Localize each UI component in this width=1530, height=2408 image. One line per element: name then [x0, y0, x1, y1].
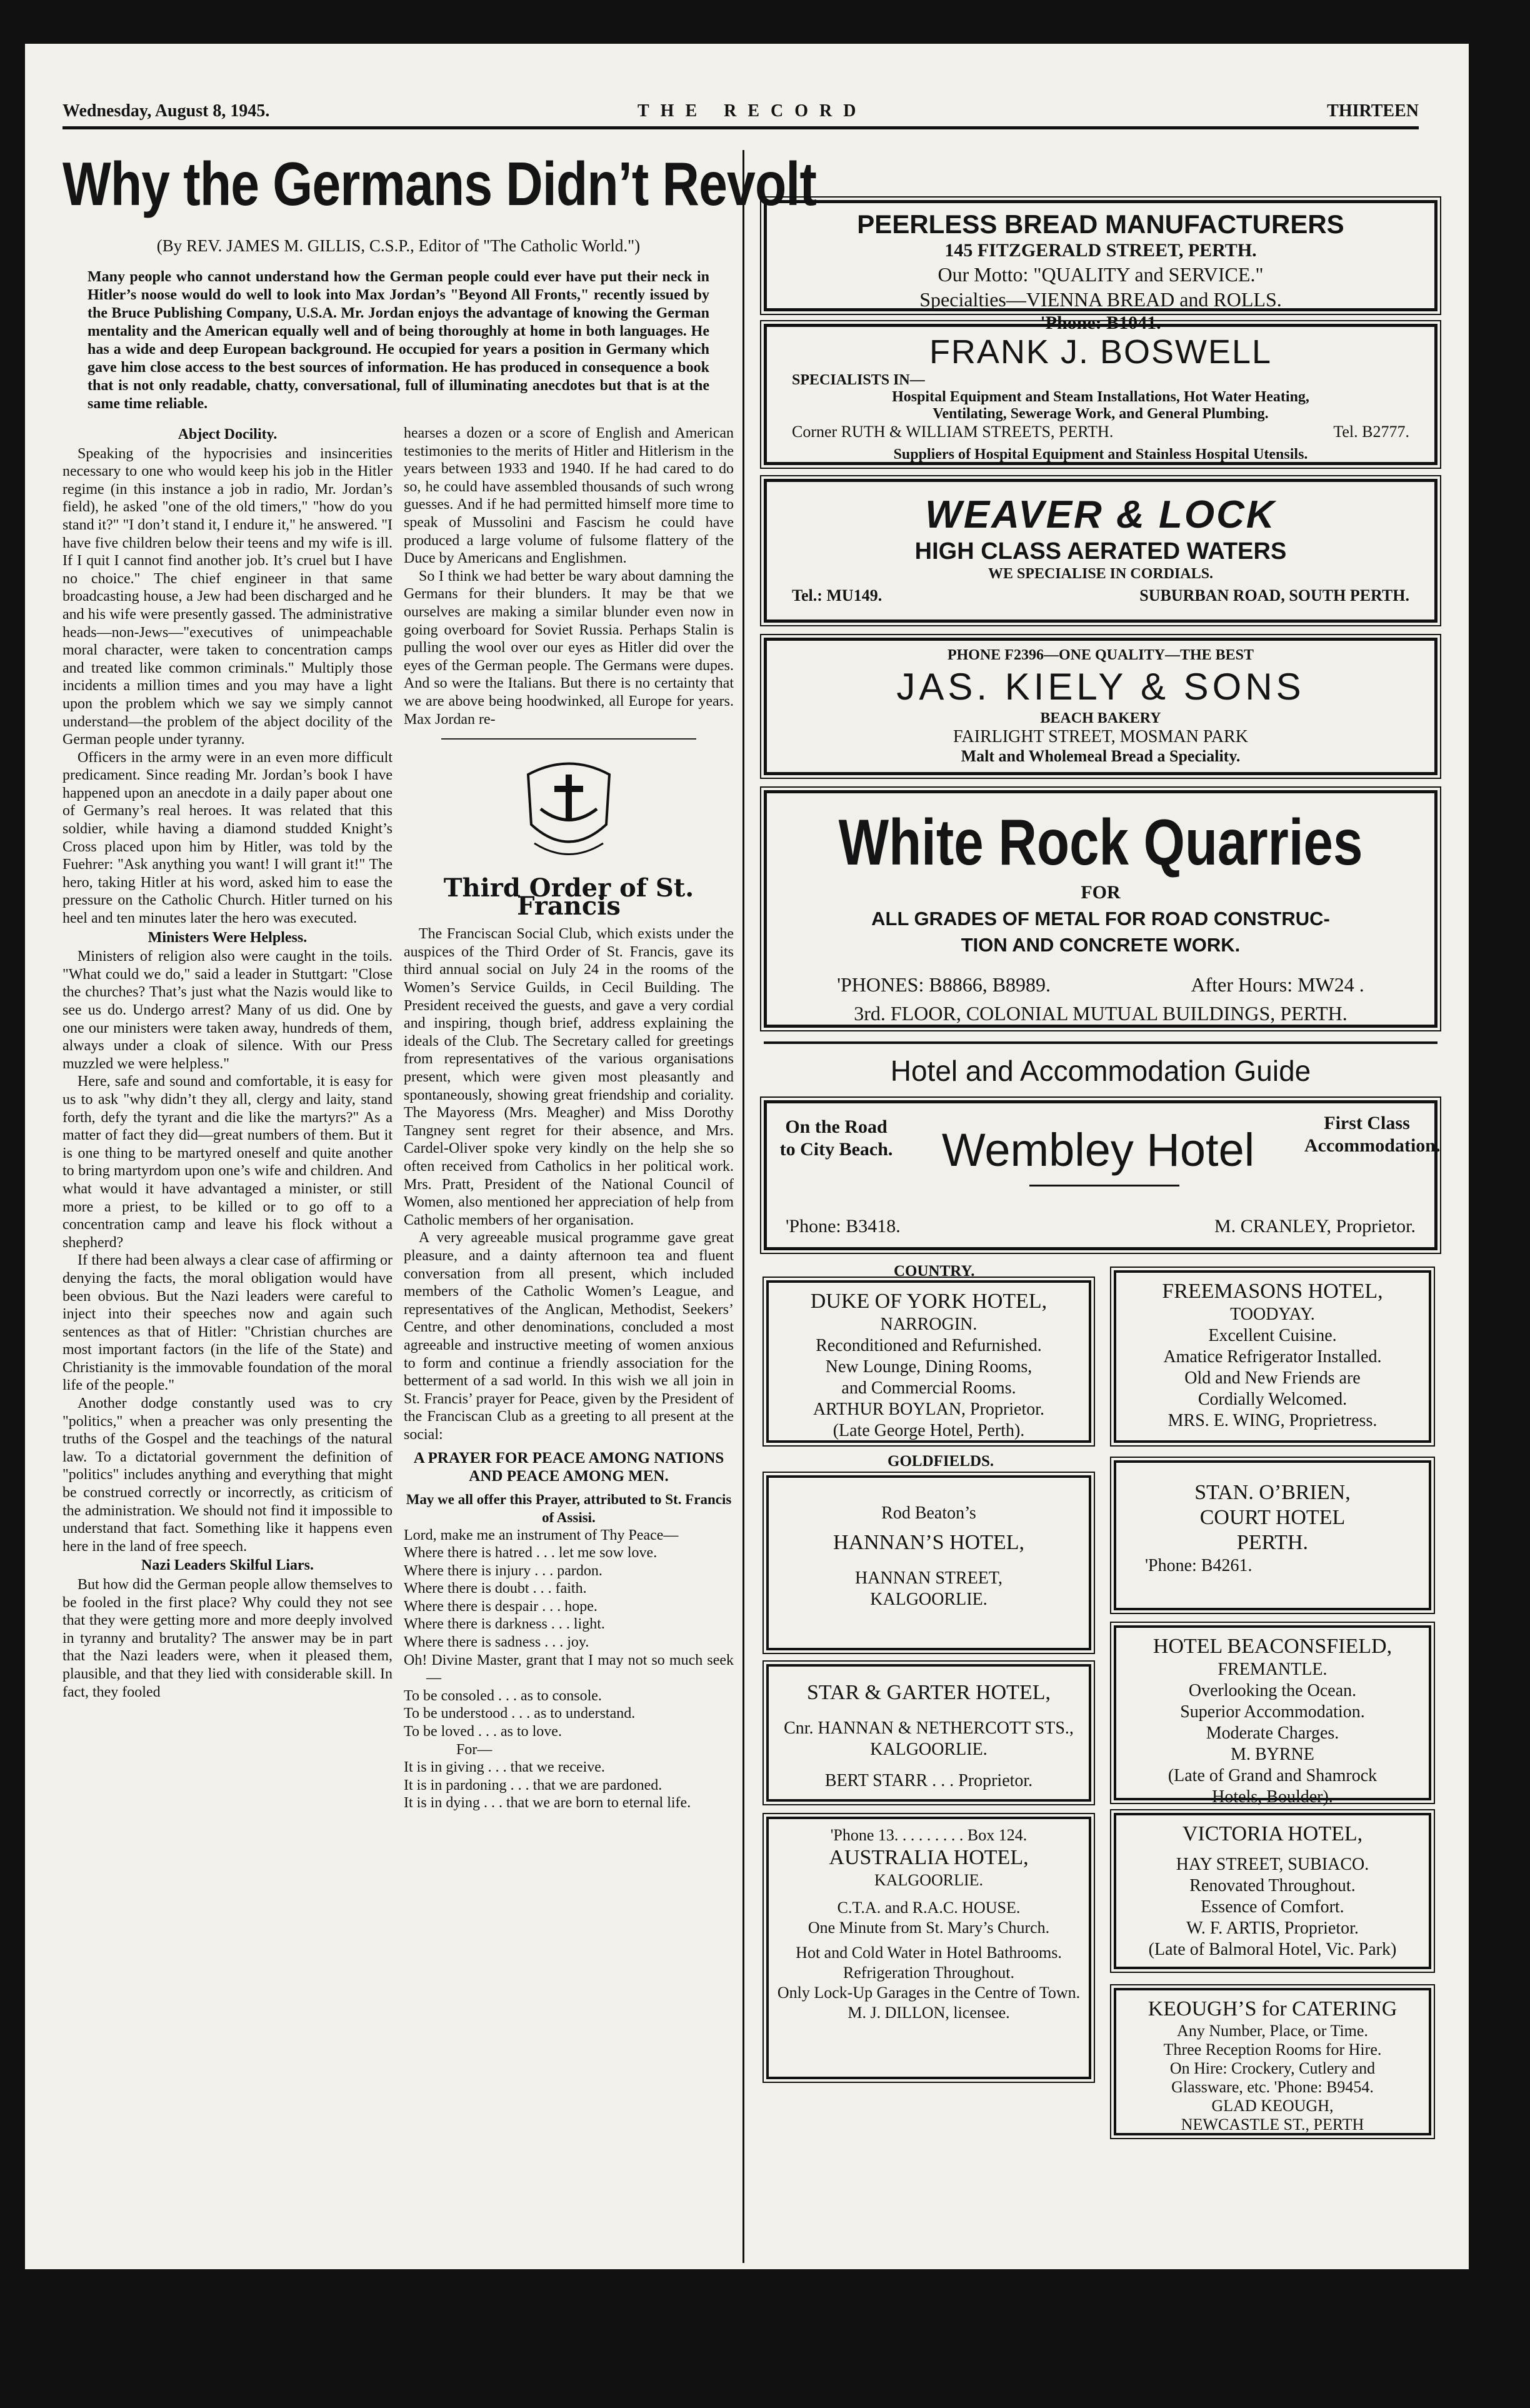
- paragraph: Speaking of the hypocrisies and insincerities necessary to one who would keep his job in the Hitler regime (in this instance a job in radio, Mr. Jordan’s field), he asked "one of the old timers," "how do you stand it?" "I don’t stand it, I endure it," he answered. "I have five children below their teens and my wife is ill. If I quit I cannot find another job. It’s cruel but I have no choice." The chief engineer in that same broadcasting house, a Jew had been discharged and he and his wife were presently gassed. The administrative heads—non-Jews—"executives of unimpeachable moral character, were taken to concentration camps and treated like common criminals." Multiply those incidents a million times and you may have a light upon the problem which we say we simply cannot understand—the problem of the abject docility of the German people under tyranny.: [62, 445, 392, 748]
- hotel-line: (Late of Grand and Shamrock: [1168, 1766, 1378, 1785]
- prayer-lines: [404, 1527, 734, 1813]
- column-divider: [742, 150, 744, 2263]
- divider: [764, 1041, 1438, 1044]
- hotel-line: TOODYAY.: [1230, 1305, 1315, 1324]
- paragraph: A very agreeable musical programme gave great pleasure, and a dainty afternoon tea and fluent conversation from all present, which included members of the Catholic Women’s League, and representatives of the Anglican, Methodist, Seekers’ Centre, and other denominations, concluded a most agreeable and instructive meeting of women anxious to form and continue a friendly association for the betterment of a sad world. In this wish we all join in St. Francis’ prayer for Peace, given by the President of the Franciscan Club as a greeting to all present at the social:: [404, 1230, 734, 1443]
- hotel-line: PERTH.: [1236, 1531, 1309, 1554]
- advertisement-section: [750, 138, 1450, 2269]
- article-section: [62, 138, 817, 2269]
- ad-address-row: [792, 423, 1409, 441]
- hotel-phone: 'Phone 13. . . . . . . . . Box 124.: [830, 1826, 1028, 1844]
- ad-weaver-lock: [764, 479, 1438, 623]
- hotel-line: BERT STARR . . . Proprietor.: [824, 1771, 1033, 1790]
- ad-line: FOR: [1081, 882, 1121, 903]
- hotel-line: Moderate Charges.: [1206, 1723, 1339, 1743]
- subhead: Nazi Leaders Skilful Liars.: [141, 1557, 314, 1574]
- prayer-line: Where there is doubt . . . faith.: [404, 1580, 587, 1597]
- ad-line: 145 FITZGERALD STREET, PERTH.: [944, 240, 1257, 261]
- prayer-line: Lord, make me an instrument of Thy Peace—: [404, 1527, 679, 1543]
- hotel-line: KALGOORLIE.: [874, 1871, 984, 1889]
- ad-white-rock-quarries: [764, 790, 1438, 1028]
- guide-title: Hotel and Accommodation Guide: [890, 1055, 1311, 1087]
- hotel-line: W. F. ARTIS, Proprietor.: [1186, 1919, 1359, 1938]
- prayer-line: Where there is hatred . . . let me sow love.: [404, 1545, 658, 1562]
- hotel-line: On Hire: Crockery, Cutlery and: [1169, 2059, 1376, 2077]
- ad-wembley-hotel: [764, 1100, 1441, 1250]
- ad-line: Suppliers of Hospital Equipment and Stainless Hospital Utensils.: [893, 446, 1308, 463]
- ad-freemasons-hotel: [1114, 1270, 1431, 1443]
- masthead: [62, 101, 1419, 128]
- ad-phone-row: [767, 970, 1434, 1000]
- article-column-1: [62, 424, 392, 1812]
- hotel-line: Excellent Cuisine.: [1208, 1326, 1337, 1345]
- prayer-heading: A PRAYER FOR PEACE AMONG NATIONS AND PEACE AMONG MEN.: [413, 1449, 724, 1485]
- hotel-line: Renovated Throughout.: [1189, 1876, 1356, 1895]
- prayer-line: To be understood . . . as to understand.: [404, 1705, 636, 1722]
- masthead-rule: [62, 126, 1419, 129]
- ad-title: WEAVER & LOCK: [925, 493, 1276, 536]
- hotel-line: Glassware, etc. 'Phone: B9454.: [1171, 2078, 1374, 2096]
- ad-line: PHONE F2396—ONE QUALITY—THE BEST: [947, 647, 1254, 663]
- hotel-name: STAR & GARTER HOTEL,: [806, 1681, 1051, 1704]
- hotel-line: Any Number, Place, or Time.: [1177, 2022, 1368, 2040]
- ad-title: FRANK J. BOSWELL: [929, 333, 1272, 371]
- hotel-line: Hot and Cold Water in Hotel Bathrooms.: [796, 1944, 1062, 1962]
- ad-jas-kiely: [764, 638, 1438, 775]
- hotel-line: MRS. E. WING, Proprietress.: [1168, 1411, 1378, 1430]
- hotel-line: Cnr. HANNAN & NETHERCOTT STS., KALGOORLIE.: [784, 1718, 1074, 1759]
- hotel-line: HAY STREET, SUBIACO.: [1176, 1855, 1369, 1874]
- article-byline: (By REV. JAMES M. GILLIS, C.S.P., Editor of "The Catholic World."): [156, 236, 641, 255]
- paragraph: Officers in the army were in an even more difficult predicament. Since reading Mr. Jordan’s book I have happened upon an anecdote in a daily paper about one of Germany’s real heroes. It was related that this soldier, while having a diamond studded Knight’s Cross placed upon him by Hitler, was told by the Fuehrer: "Ask anything you want! I will grant it!" The hero, taking Hitler at his word, asked him to ease the pressure on the Catholic Church. Hitler turned on his heel and ten minutes later the hero was executed.: [62, 749, 392, 927]
- ad-after-hours: After Hours: MW24 .: [1191, 973, 1364, 996]
- ad-title: JAS. KIELY & SONS: [896, 666, 1305, 708]
- hotel-line: Three Reception Rooms for Hire.: [1163, 2040, 1382, 2059]
- paragraph: The Franciscan Social Club, which exists under the auspices of the Third Order of St. Francis, gave its third annual social on July 24 in the rooms of the Women’s Service Guilds, in Cecil Building. The President received the guests, and gave a very cordial and inspiring, though brief, address explaining the ideals of the Club. The Secretary called for greetings from representatives of the various organisations present, which were given most pleasantly and spontaneously, showing great friendship and coriality. The Mayoress (Mrs. Meagher) and Miss Dorothy Tangney sent regret for their absence, and Mrs. Cardel-Oliver spoke very kindly on the help she so often received from Catholics in her political work. Mrs. Pratt, President of the National Council of Women, also mentioned her appreciation of help from Catholic members of her organisation.: [404, 926, 734, 1228]
- ad-line: TION AND CONCRETE WORK.: [961, 934, 1241, 956]
- paragraph: Another dodge constantly used was to cry "politics," when a preacher was only presenting the truths of the Gospel and the teachings of the natural law. To a dictatorial government the definition of "politics" includes anything and everything that might be construed correctly or incorrectly, as criticism of the administration. We should not find it impossible to understand that fact. Something like it happens even here in the land of free speech.: [62, 1395, 392, 1555]
- ad-proprietor: M. CRANLEY, Proprietor.: [1214, 1216, 1416, 1237]
- ad-court-hotel: [1114, 1460, 1431, 1610]
- hotel-line: STAN. O’BRIEN,: [1194, 1481, 1351, 1504]
- hotel-line: Superior Accommodation.: [1180, 1702, 1365, 1722]
- ad-title: White Rock Quarries: [838, 806, 1363, 879]
- prayer-line: To be loved . . . as to love.: [404, 1723, 562, 1740]
- hotel-line: Essence of Comfort.: [1201, 1897, 1344, 1917]
- hotel-line: Old and New Friends are: [1184, 1368, 1361, 1388]
- ad-australia-hotel: [766, 1817, 1091, 2079]
- prayer-line: Where there is despair . . . hope.: [404, 1598, 598, 1615]
- hotel-line: Rod Beaton’s: [881, 1503, 976, 1523]
- hotel-line: ARTHUR BOYLAN, Proprietor.: [812, 1400, 1045, 1419]
- prayer-subheading: May we all offer this Prayer, attributed to St. Francis of Assisi.: [406, 1491, 732, 1525]
- paragraph: So I think we had better be wary about damning the Germans for their blunders. It may be that we ourselves are making a similar blunder even now in going overboard for Soviet Russia. Perhaps Stalin is pulling the wool over our eyes as Hitler did over the eyes of the German people. The Germans were dupes. And so were the Italians. But there is no certainty that we are above being hoodwinked, all Europe for years. Max Jordan re-: [404, 568, 734, 728]
- paper-title: THE RECORD: [638, 101, 868, 121]
- ad-address: SUBURBAN ROAD, SOUTH PERTH.: [1139, 586, 1409, 605]
- paragraph: Ministers of religion also were caught in the toils. "What could we do," said a leader in Stuttgart: "Close the churches? That’s just what the Nazis would like to see us do. Undergo arrest? Many of us did. One by one our ministers were taken away, hundreds of them, always under a cloak of silence. With our Press muzzled we were helpless.": [62, 948, 392, 1072]
- prayer-line: It is in pardoning . . . that we are pardoned.: [404, 1777, 662, 1793]
- divider: [1029, 1185, 1179, 1186]
- hotel-line: C.T.A. and R.A.C. HOUSE.: [837, 1899, 1021, 1917]
- divider: [441, 738, 696, 740]
- prayer-line: Where there is injury . . . pardon.: [404, 1562, 602, 1579]
- prayer-line: To be consoled . . . as to console.: [404, 1687, 602, 1704]
- hotel-line: HANNAN STREET,: [855, 1568, 1002, 1588]
- ad-star-garter-hotel: [766, 1664, 1091, 1802]
- ad-address: 3rd. FLOOR, COLONIAL MUTUAL BUILDINGS, PERTH.: [854, 1002, 1348, 1025]
- hotel-line: Only Lock-Up Garages in the Centre of Town.: [777, 1984, 1081, 2002]
- ad-address-row: [792, 586, 1409, 605]
- prayer-line: It is in dying . . . that we are born to eternal life.: [404, 1795, 691, 1812]
- newspaper-page: [25, 44, 1469, 2269]
- article-intro: Many people who cannot understand how the German people could ever have put their neck in Hitler’s noose would do well to look into Max Jordan’s "Beyond All Fronts," recently issued by the Bruce Publishing Company, U.S.A. Mr. Jordan enjoys the advantage of knowing the German mentality and the American equally well and of being thoroughly at home in both languages. He has a wide and deep European background. He occupied for years a position in Germany which gave him close access to the best sources of information. He has produced in consequence a book that is not only readable, chatty, conversational, full of illuminating anecdotes but that is at the same time reliable.: [88, 269, 709, 412]
- ad-line: First Class Accommodation.: [1304, 1113, 1441, 1156]
- prayer-line: Where there is darkness . . . light.: [404, 1616, 605, 1633]
- ad-line: Ventilating, Sewerage Work, and General Plumbing.: [932, 406, 1269, 422]
- ad-victoria-hotel: [1114, 1813, 1431, 1969]
- ad-line: 'Phone: B1041.: [1040, 313, 1161, 333]
- ad-peerless-bread: [764, 200, 1438, 333]
- section-label-goldfields: GOLDFIELDS.: [888, 1453, 994, 1470]
- hotel-name: HANNAN’S HOTEL,: [833, 1531, 1024, 1554]
- hotel-line: M. J. DILLON, licensee.: [848, 2004, 1010, 2022]
- hotel-name: KEOUGH’S for CATERING: [1148, 1997, 1398, 2020]
- paragraph: But how did the German people allow themselves to be fooled in the first place? Why could they not see that they were getting more and more deeply involved in tyranny and brutality? The answer may be in part that the Nazi leaders were, when it pleased them, plausible, and that they lied with considerable skill. In fact, they fooled: [62, 1577, 392, 1700]
- subhead: Ministers Were Helpless.: [148, 929, 308, 946]
- page-number: THIRTEEN: [1327, 101, 1419, 121]
- hotel-phone: 'Phone: B4261.: [1145, 1556, 1252, 1575]
- ad-line: On the Road to City Beach.: [779, 1116, 893, 1160]
- hotel-line: Amatice Refrigerator Installed.: [1163, 1347, 1382, 1367]
- hotel-line: Cordially Welcomed.: [1198, 1390, 1348, 1409]
- ad-line: SPECIALISTS IN—: [792, 372, 925, 388]
- ad-line: WE SPECIALISE IN CORDIALS.: [988, 566, 1214, 582]
- paragraph: If there had been always a clear case of affirming or denying the facts, the moral obligation would have been obvious. But the Nazi leaders were careful to inject into their speeches now and again such sentences as that of Hitler: "Christian churches are most important factors (in the life of the State) and Christianity is the immovable foundation of the moral life of the people.": [62, 1252, 392, 1394]
- issue-date: Wednesday, August 8, 1945.: [62, 101, 270, 121]
- ad-line: Hospital Equipment and Steam Installations, Hot Water Heating,: [892, 389, 1309, 405]
- hotel-line: Reconditioned and Refurnished.: [816, 1336, 1042, 1355]
- prayer-line: Oh! Divine Master, grant that I may not so much seek—: [404, 1652, 734, 1687]
- hotel-line: KALGOORLIE.: [870, 1590, 988, 1609]
- ad-phone: Tel. B2777.: [1333, 423, 1409, 441]
- paragraph: Here, safe and sound and comfortable, it is easy for us to ask "why didn’t they all, clergy and laity, stand forth, defy the tyrant and die like the martyrs?" As a matter of fact they did—great numbers of them. But it is one thing to be martyred oneself and quite another to bring martyrdom upon one’s wife and children. And what would it have advantaged a minister, or still more a priest, to be killed or to go off to a concentration camp and leave his flock without a shepherd?: [62, 1073, 392, 1251]
- article-column-2: [404, 424, 734, 1812]
- ad-line: Our Motto: "QUALITY and SERVICE.": [938, 263, 1264, 286]
- prayer-line: For—: [456, 1741, 492, 1758]
- ad-phone: 'PHONES: B8866, B8989.: [837, 973, 1051, 996]
- ad-keoughs-catering: [1114, 1988, 1431, 2135]
- hotel-name: FREEMASONS HOTEL,: [1162, 1280, 1383, 1303]
- ad-title: PEERLESS BREAD MANUFACTURERS: [857, 209, 1344, 239]
- hotel-name: AUSTRALIA HOTEL,: [829, 1846, 1029, 1869]
- hotel-name: HOTEL BEACONSFIELD,: [1152, 1635, 1392, 1658]
- paragraph: hearses a dozen or a score of English and American testimonies to the merits of Hitler and Hitlerism in the years between 1933 and 1940. If he had cared to do so, he could have assembled thousands of such wrong guesses. And if he had permitted himself more time to speak of Mussolini and Fascism he could have produced a large volume of fulsome flattery of the Duce by Americans and Englishmen.: [404, 425, 734, 567]
- ad-frank-boswell: [764, 324, 1438, 465]
- ad-phone: 'Phone: B3418.: [786, 1216, 901, 1237]
- subhead: Abject Docility.: [178, 426, 278, 443]
- prayer-line: It is in giving . . . that we receive.: [404, 1759, 605, 1776]
- article-headline: Why the Germans Didn’t Revolt: [62, 149, 817, 218]
- ad-title: Wembley Hotel: [941, 1124, 1255, 1176]
- ad-line: HIGH CLASS AERATED WATERS: [914, 538, 1287, 564]
- hotel-line: Refrigeration Throughout.: [843, 1964, 1014, 1982]
- hotel-line: FREMANTLE.: [1218, 1660, 1328, 1679]
- hotel-line: Hotels, Boulder).: [1212, 1787, 1333, 1807]
- ad-line: BEACH BAKERY: [1040, 710, 1161, 726]
- hotel-line: Overlooking the Ocean.: [1188, 1681, 1357, 1700]
- ad-hannans-hotel: [766, 1475, 1091, 1650]
- hotel-name: DUKE OF YORK HOTEL,: [810, 1290, 1048, 1313]
- hotel-line: (Late of Balmoral Hotel, Vic. Park): [1148, 1940, 1397, 1959]
- ad-duke-of-york-hotel: [766, 1280, 1091, 1443]
- hotel-line: NARROGIN.: [880, 1315, 978, 1334]
- ad-phone: Tel.: MU149.: [792, 586, 882, 605]
- ad-line: ALL GRADES OF METAL FOR ROAD CONSTRUC-: [871, 908, 1330, 930]
- ad-hotel-beaconsfield: [1114, 1625, 1431, 1807]
- ad-line: Malt and Wholemeal Bread a Speciality.: [961, 747, 1241, 765]
- club-title: Third Order of St. Francis: [443, 873, 694, 921]
- hotel-line: (Late George Hotel, Perth).: [832, 1421, 1025, 1440]
- ad-line: Specialties—VIENNA BREAD and ROLLS.: [919, 288, 1282, 311]
- hotel-line: and Commercial Rooms.: [841, 1378, 1016, 1398]
- prayer-line: Where there is sadness . . . joy.: [404, 1634, 589, 1651]
- hotel-line: M. BYRNE: [1231, 1745, 1314, 1764]
- hotel-line: NEWCASTLE ST., PERTH: [1181, 2115, 1364, 2134]
- hotel-name: COURT HOTEL: [1199, 1506, 1346, 1529]
- hotel-name: VICTORIA HOTEL,: [1182, 1822, 1363, 1845]
- hotel-line: New Lounge, Dining Rooms,: [825, 1357, 1032, 1377]
- hotel-line: GLAD KEOUGH,: [1211, 2097, 1334, 2115]
- hotel-line: One Minute from St. Mary’s Church.: [808, 1919, 1050, 1937]
- ad-line: FAIRLIGHT STREET, MOSMAN PARK: [953, 727, 1248, 746]
- section-label-country: COUNTRY.: [894, 1263, 975, 1280]
- ad-address: Corner RUTH & WILLIAM STREETS, PERTH.: [792, 423, 1114, 441]
- franciscan-emblem-icon: [516, 750, 622, 868]
